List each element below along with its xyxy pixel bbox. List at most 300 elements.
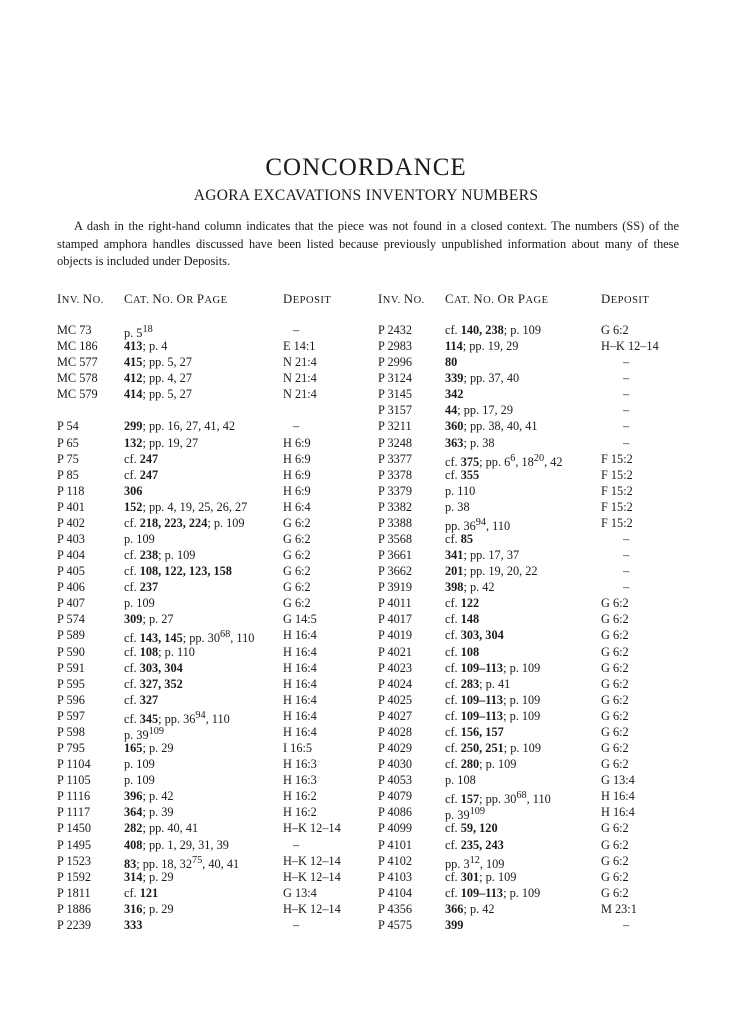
- inv-number: P 1450: [57, 821, 92, 836]
- table-row: [57, 451, 357, 467]
- inv-number: P 65: [57, 435, 79, 450]
- catalogue-reference: 44; pp. 17, 29: [445, 403, 513, 418]
- catalogue-reference: cf. 301; p. 109: [445, 869, 517, 884]
- catalogue-reference: cf. 121: [124, 885, 159, 900]
- inv-number: P 1117: [57, 805, 91, 820]
- table-row: [57, 322, 357, 341]
- deposit: H 16:4: [283, 628, 317, 643]
- inv-number: P 2996: [378, 355, 413, 370]
- inv-number: P 3378: [378, 467, 413, 482]
- deposit: H 16:3: [283, 773, 317, 788]
- catalogue-reference: 412; pp. 4, 27: [124, 371, 192, 386]
- deposit: –: [623, 419, 630, 434]
- inv-number: P 4017: [378, 612, 413, 627]
- catalogue-reference: cf. 156, 157: [445, 724, 504, 739]
- deposit: –: [623, 580, 630, 595]
- inv-number: P 3248: [378, 435, 413, 450]
- inv-number: P 4102: [378, 853, 413, 868]
- catalogue-reference: p. 109: [124, 532, 155, 547]
- inv-number: P 598: [57, 724, 85, 739]
- catalogue-reference: cf. 85: [445, 532, 473, 547]
- table-row: [378, 483, 683, 499]
- deposit: H 16:4: [601, 789, 635, 804]
- deposit: G 6:2: [601, 837, 629, 852]
- catalogue-reference: cf. 327: [124, 692, 159, 707]
- deposit: G 6:2: [283, 580, 311, 595]
- catalogue-reference: cf. 109–113; p. 109: [445, 692, 541, 707]
- inv-number: P 1495: [57, 837, 92, 852]
- inv-number: P 402: [57, 515, 85, 530]
- inv-number: P 4019: [378, 628, 413, 643]
- table-row: [57, 627, 357, 646]
- inv-number: P 4575: [378, 917, 413, 932]
- deposit: F 15:2: [601, 451, 633, 466]
- catalogue-reference: 165; p. 29: [124, 741, 174, 756]
- deposit: –: [623, 403, 630, 418]
- table-row: [378, 515, 683, 534]
- table-row: [378, 370, 683, 386]
- table-row: [378, 885, 683, 901]
- table-row: [57, 676, 357, 692]
- table-row: [378, 579, 683, 595]
- left-column-table: [57, 290, 357, 933]
- catalogue-reference: 360; pp. 38, 40, 41: [445, 419, 538, 434]
- deposit: G 14:5: [283, 612, 317, 627]
- catalogue-reference: 366; p. 42: [445, 901, 495, 916]
- table-row: [57, 402, 357, 418]
- table-row: [57, 547, 357, 563]
- catalogue-reference: p. 38: [445, 499, 470, 514]
- header-deposit: DEPOSIT: [601, 292, 650, 306]
- inv-number: P 75: [57, 451, 79, 466]
- inv-number: P 3662: [378, 564, 413, 579]
- table-row: [378, 467, 683, 483]
- inv-number: P 2983: [378, 339, 413, 354]
- catalogue-reference: pp. $36^{94}$, 110: [445, 516, 511, 534]
- deposit: G 6:2: [601, 628, 629, 643]
- catalogue-reference: cf. 108; p. 110: [124, 644, 195, 659]
- table-row: [378, 692, 683, 708]
- deposit: H 16:4: [283, 724, 317, 739]
- inv-number: P 4356: [378, 901, 413, 916]
- table-row: [57, 837, 357, 853]
- catalogue-reference: 363; p. 38: [445, 435, 495, 450]
- catalogue-reference: cf. 250, 251; p. 109: [445, 741, 541, 756]
- inv-number: P 3124: [378, 371, 413, 386]
- deposit: H 16:2: [283, 805, 317, 820]
- deposit: N 21:4: [283, 371, 317, 386]
- inv-number: P 3211: [378, 419, 412, 434]
- table-row: [57, 499, 357, 515]
- inv-number: P 3382: [378, 499, 413, 514]
- catalogue-reference: cf. 140, 238; p. 109: [445, 323, 541, 337]
- table-row: [378, 563, 683, 579]
- table-row: [57, 740, 357, 756]
- inv-number: P 4029: [378, 741, 413, 756]
- deposit: G 6:2: [601, 323, 629, 337]
- deposit: E 14:1: [283, 339, 316, 354]
- deposit: G 6:2: [601, 644, 629, 659]
- deposit: –: [623, 387, 630, 402]
- catalogue-reference: 314; p. 29: [124, 869, 174, 884]
- inv-number: P 407: [57, 596, 85, 611]
- deposit: G 6:2: [601, 853, 629, 868]
- table-row: [378, 402, 683, 418]
- inv-number: P 1105: [57, 773, 91, 788]
- catalogue-reference: 364; p. 39: [124, 805, 174, 820]
- inv-number: P 54: [57, 419, 79, 434]
- inv-number: P 85: [57, 467, 79, 482]
- deposit: F 15:2: [601, 467, 633, 482]
- table-row: [57, 483, 357, 499]
- catalogue-reference: 415; pp. 5, 27: [124, 355, 192, 370]
- inv-number: P 4099: [378, 821, 413, 836]
- inv-number: P 595: [57, 676, 85, 691]
- inv-number: P 1811: [57, 885, 91, 900]
- inv-number: P 4021: [378, 644, 413, 659]
- table-row: [57, 386, 357, 402]
- deposit: –: [623, 564, 630, 579]
- table-row: [57, 660, 357, 676]
- catalogue-reference: cf. 238; p. 109: [124, 548, 196, 563]
- table-row: [378, 788, 683, 807]
- inv-number: P 4030: [378, 757, 413, 772]
- right-column-table: [378, 290, 683, 933]
- header-inv-no: INV. NO.: [57, 292, 104, 306]
- inv-number: P 596: [57, 692, 85, 707]
- table-row: [57, 595, 357, 611]
- catalogue-reference: cf. 247: [124, 467, 159, 482]
- catalogue-reference: 396; p. 42: [124, 789, 174, 804]
- table-row: [57, 354, 357, 370]
- deposit: G 6:2: [601, 596, 629, 611]
- table-row: [378, 708, 683, 724]
- catalogue-reference: p. 109: [124, 757, 155, 772]
- deposit: –: [623, 371, 630, 386]
- table-row: [378, 724, 683, 740]
- inv-number: P 597: [57, 708, 85, 723]
- table-row: [57, 772, 357, 788]
- deposit: H–K 12–14: [601, 339, 659, 354]
- deposit: –: [293, 837, 300, 852]
- catalogue-reference: 399: [445, 917, 464, 932]
- intro-text: A dash in the right-hand column indicates that the piece was not found in a closed context. The numbers (SS) of the stamped amphora handles discussed have been listed because previously unpublished information about many of these objects is included under Deposits.: [57, 219, 679, 268]
- page-subtitle: AGORA EXCAVATIONS INVENTORY NUMBERS: [193, 187, 539, 204]
- page-title: CONCORDANCE: [265, 154, 467, 181]
- deposit: I 16:5: [283, 741, 313, 756]
- deposit: G 6:2: [601, 676, 629, 691]
- inv-number: P 3377: [378, 451, 413, 466]
- table-row: [378, 869, 683, 885]
- deposit: –: [623, 917, 630, 932]
- table-row: [378, 627, 683, 643]
- catalogue-reference: cf. 143, 145; pp. $30^{68}$, 110: [124, 629, 255, 646]
- deposit: H 16:4: [283, 692, 317, 707]
- table-row: [378, 451, 683, 467]
- table-row: [57, 579, 357, 595]
- inv-number: MC 73: [57, 323, 92, 337]
- catalogue-reference: cf. 237: [124, 580, 159, 595]
- inv-number: P 3661: [378, 548, 413, 563]
- table-row: [378, 322, 683, 338]
- inv-number: P 4024: [378, 676, 413, 691]
- table-row: [378, 772, 683, 788]
- table-row: [378, 547, 683, 563]
- table-row: [378, 354, 683, 370]
- catalogue-reference: cf. 109–113; p. 109: [445, 708, 541, 723]
- deposit: G 6:2: [601, 692, 629, 707]
- table-row: [378, 660, 683, 676]
- header-cat-no: CAT. NO. OR PAGE: [124, 292, 228, 306]
- table-row: [378, 837, 683, 853]
- inv-number: P 403: [57, 532, 85, 547]
- table-row: [378, 435, 683, 451]
- deposit: H 16:4: [283, 708, 317, 723]
- deposit: N 21:4: [283, 355, 317, 370]
- deposit: F 15:2: [601, 483, 633, 498]
- catalogue-reference: cf. 59, 120: [445, 821, 498, 836]
- table-row: [378, 386, 683, 402]
- table-row: [378, 917, 683, 933]
- catalogue-reference: 341; pp. 17, 37: [445, 548, 520, 563]
- deposit: H 6:9: [283, 467, 311, 482]
- catalogue-reference: 309; p. 27: [124, 612, 174, 627]
- inv-number: P 118: [57, 483, 85, 498]
- table-row: [57, 885, 357, 901]
- catalogue-reference: p. $39^{109}$: [124, 725, 164, 743]
- catalogue-reference: p. $39^{109}$: [445, 806, 485, 823]
- table-row: [378, 338, 683, 354]
- deposit: –: [293, 419, 300, 434]
- table-row: [57, 788, 357, 804]
- inv-number: P 4028: [378, 724, 413, 739]
- deposit: H 6:9: [283, 451, 311, 466]
- deposit: G 6:2: [283, 515, 311, 530]
- inv-number: P 4053: [378, 773, 413, 788]
- catalogue-reference: cf. 280; p. 109: [445, 757, 517, 772]
- deposit: G 13:4: [601, 773, 635, 788]
- inv-number: P 406: [57, 580, 85, 595]
- header-inv-no: INV. NO.: [378, 292, 425, 306]
- inv-number: P 3568: [378, 532, 413, 547]
- inv-number: P 2239: [57, 917, 92, 932]
- table-row: [57, 338, 357, 354]
- deposit: G 6:2: [601, 869, 629, 884]
- deposit: H–K 12–14: [283, 853, 341, 868]
- catalogue-reference: cf. 283; p. 41: [445, 676, 511, 691]
- catalogue-reference: 299; pp. 16, 27, 41, 42: [124, 419, 236, 434]
- inv-number: P 1116: [57, 789, 91, 804]
- catalogue-reference: 152; pp. 4, 19, 25, 26, 27: [124, 499, 248, 514]
- table-row: [378, 804, 683, 823]
- header-cat-no: CAT. NO. OR PAGE: [445, 292, 549, 306]
- right-column-header: [378, 290, 683, 322]
- inv-number: P 4079: [378, 789, 413, 804]
- inv-number: P 591: [57, 660, 85, 675]
- deposit: N 21:4: [283, 387, 317, 402]
- table-row: [57, 853, 357, 869]
- table-row: [57, 467, 357, 483]
- inv-number: P 404: [57, 548, 85, 563]
- deposit: G 6:2: [283, 564, 311, 579]
- deposit: H–K 12–14: [283, 821, 341, 836]
- table-row: [378, 853, 683, 869]
- table-row: [57, 901, 357, 917]
- catalogue-reference: 333: [124, 917, 143, 932]
- inv-number: P 1592: [57, 869, 92, 884]
- inv-number: P 4103: [378, 869, 413, 884]
- deposit: G 6:2: [601, 612, 629, 627]
- table-row: [57, 692, 357, 708]
- deposit: –: [623, 355, 630, 370]
- inv-number: P 4011: [378, 596, 412, 611]
- inv-number: P 2432: [378, 323, 413, 337]
- inv-number: P 4101: [378, 837, 413, 852]
- inv-number: P 3388: [378, 515, 413, 530]
- deposit: G 6:2: [601, 741, 629, 756]
- inv-number: P 574: [57, 612, 85, 627]
- table-row: [378, 418, 683, 434]
- deposit: H 16:4: [601, 805, 635, 820]
- inv-number: P 405: [57, 564, 85, 579]
- catalogue-reference: pp. $3^{12}$, 109: [445, 854, 505, 871]
- table-row: [57, 418, 357, 434]
- deposit: –: [293, 323, 300, 337]
- inv-number: P 3157: [378, 403, 413, 418]
- catalogue-reference: 201; pp. 19, 20, 22: [445, 564, 538, 579]
- deposit: G 6:2: [601, 660, 629, 675]
- catalogue-reference: 83; pp. 18, $32^{75}$, 40, 41: [124, 854, 240, 871]
- catalogue-reference: cf. 303, 304: [124, 660, 183, 675]
- deposit: G 6:2: [601, 885, 629, 900]
- catalogue-reference: p. 109: [124, 773, 155, 788]
- inv-number: P 1886: [57, 901, 92, 916]
- deposit: G 6:2: [601, 724, 629, 739]
- catalogue-reference: cf. 108: [445, 644, 480, 659]
- catalogue-reference: cf. 109–113; p. 109: [445, 660, 541, 675]
- catalogue-reference: cf. 235, 243: [445, 837, 504, 852]
- table-row: [57, 611, 357, 627]
- deposit: G 6:2: [283, 532, 311, 547]
- deposit: G 6:2: [283, 548, 311, 563]
- inv-number: P 4027: [378, 708, 413, 723]
- deposit: G 6:2: [601, 821, 629, 836]
- inv-number: MC 578: [57, 371, 98, 386]
- catalogue-reference: cf. 108, 122, 123, 158: [124, 564, 232, 579]
- catalogue-reference: 306: [124, 483, 143, 498]
- table-row: [57, 531, 357, 547]
- inv-number: P 3145: [378, 387, 413, 402]
- table-row: [378, 644, 683, 660]
- deposit: –: [623, 548, 630, 563]
- table-row: [378, 676, 683, 692]
- deposit: F 15:2: [601, 515, 633, 530]
- inv-number: P 1523: [57, 853, 92, 868]
- table-row: [378, 756, 683, 772]
- left-column-header: [57, 290, 357, 322]
- deposit: H–K 12–14: [283, 869, 341, 884]
- table-row: [378, 901, 683, 917]
- deposit: G 6:2: [601, 757, 629, 772]
- table-row: [378, 595, 683, 611]
- catalogue-reference: cf. 122: [445, 596, 480, 611]
- table-row: [57, 435, 357, 451]
- catalogue-reference: 282; pp. 40, 41: [124, 821, 199, 836]
- table-row: [57, 708, 357, 724]
- deposit: H 6:4: [283, 499, 311, 514]
- inv-number: P 4104: [378, 885, 413, 900]
- catalogue-reference: cf. 157; pp. $30^{68}$, 110: [445, 790, 551, 807]
- catalogue-reference: p. 108: [445, 773, 476, 788]
- table-row: [57, 515, 357, 531]
- deposit: H 16:4: [283, 644, 317, 659]
- table-row: [57, 644, 357, 660]
- table-row: [57, 917, 357, 933]
- table-row: [57, 756, 357, 772]
- intro-paragraph: [57, 218, 679, 271]
- header-deposit: DEPOSIT: [283, 292, 332, 306]
- catalogue-reference: 132; pp. 19, 27: [124, 435, 199, 450]
- catalogue-reference: p. 110: [445, 483, 476, 498]
- catalogue-reference: cf. 303, 304: [445, 628, 504, 643]
- catalogue-reference: cf. 345; pp. $36^{94}$, 110: [124, 709, 230, 726]
- deposit: –: [623, 435, 630, 450]
- catalogue-reference: cf. 327, 352: [124, 676, 183, 691]
- deposit: G 6:2: [283, 596, 311, 611]
- table-row: [57, 370, 357, 386]
- deposit: –: [623, 532, 630, 547]
- catalogue-reference: p. $5^{18}$: [124, 324, 153, 341]
- table-row: [378, 820, 683, 836]
- deposit: H 6:9: [283, 435, 311, 450]
- inv-number: MC 577: [57, 355, 98, 370]
- catalogue-reference: cf. 247: [124, 451, 159, 466]
- deposit: –: [293, 917, 300, 932]
- catalogue-reference: 114; pp. 19, 29: [445, 339, 519, 354]
- catalogue-reference: cf. 355: [445, 467, 480, 482]
- inv-number: P 4025: [378, 692, 413, 707]
- catalogue-reference: 342: [445, 387, 464, 402]
- catalogue-reference: 80: [445, 355, 458, 370]
- table-row: [57, 820, 357, 836]
- catalogue-reference: cf. 148: [445, 612, 480, 627]
- deposit: M 23:1: [601, 901, 637, 916]
- table-row: [57, 804, 357, 820]
- catalogue-reference: 408; pp. 1, 29, 31, 39: [124, 837, 229, 852]
- deposit: H 16:4: [283, 660, 317, 675]
- table-row: [57, 724, 357, 743]
- inv-number: P 795: [57, 741, 85, 756]
- inv-number: P 3379: [378, 483, 413, 498]
- inv-number: P 590: [57, 644, 85, 659]
- deposit: H 16:2: [283, 789, 317, 804]
- catalogue-reference: 413; p. 4: [124, 339, 168, 354]
- deposit: H–K 12–14: [283, 901, 341, 916]
- inv-number: P 4023: [378, 660, 413, 675]
- right-column-rows: [378, 322, 683, 933]
- catalogue-reference: 398; p. 42: [445, 580, 495, 595]
- deposit: G 13:4: [283, 885, 317, 900]
- deposit: H 6:9: [283, 483, 311, 498]
- inv-number: MC 186: [57, 339, 98, 354]
- inv-number: P 4086: [378, 805, 413, 820]
- deposit: G 6:2: [601, 708, 629, 723]
- inv-number: P 401: [57, 499, 85, 514]
- catalogue-reference: 414; pp. 5, 27: [124, 387, 192, 402]
- table-row: [57, 869, 357, 885]
- deposit: F 15:2: [601, 499, 633, 514]
- table-row: [378, 499, 683, 515]
